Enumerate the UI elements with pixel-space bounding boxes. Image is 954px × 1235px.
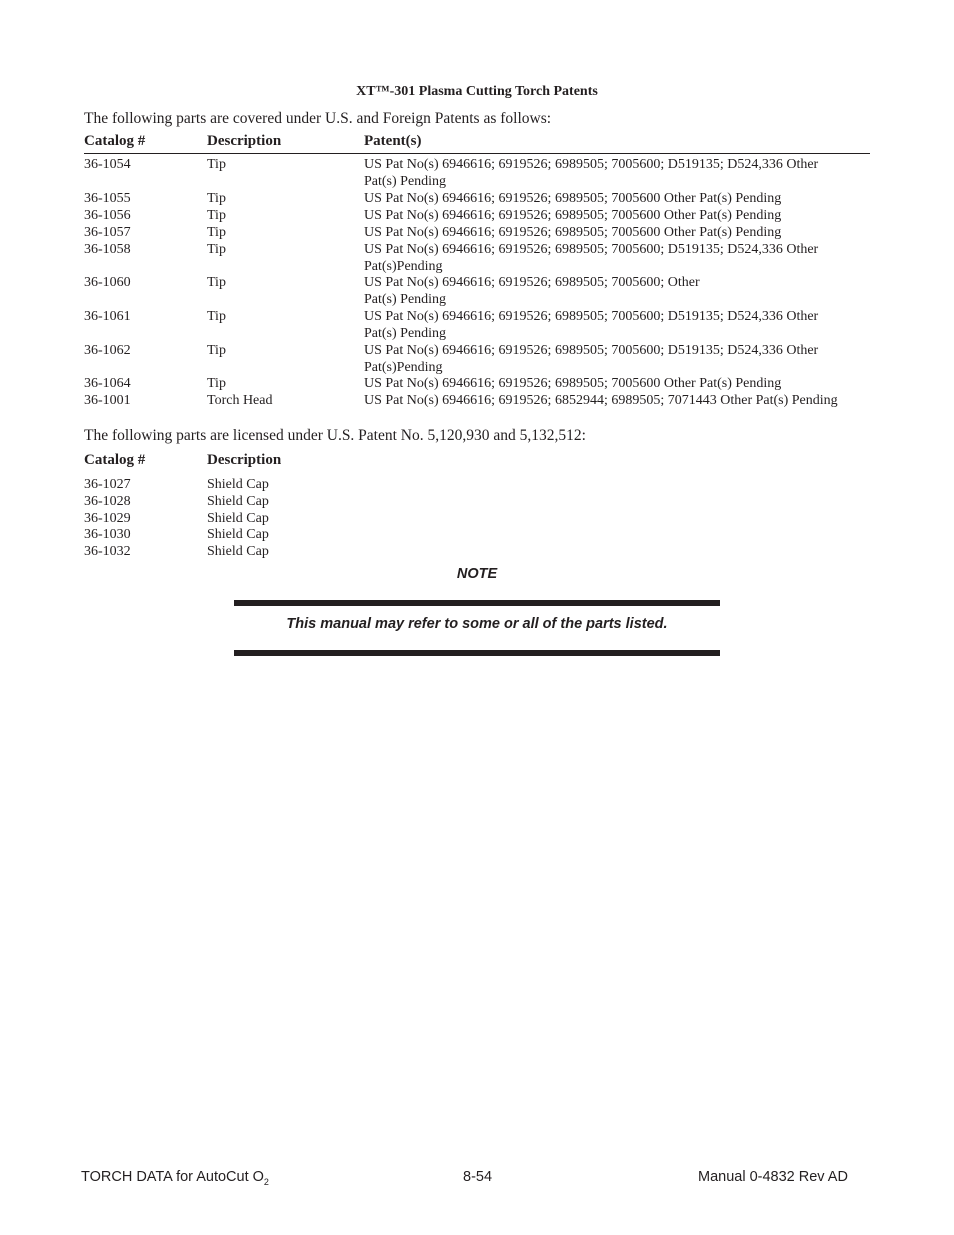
- catalog-number: 36-1061: [84, 309, 131, 324]
- catalog-number: 36-1028: [84, 493, 131, 509]
- catalog-number: 36-1058: [84, 242, 131, 257]
- patents-header-patents: Patent(s): [364, 133, 422, 149]
- catalog-number: 36-1060: [84, 275, 131, 290]
- patent-numbers: [364, 393, 864, 410]
- patent-numbers: [364, 208, 864, 225]
- part-description: Shield Cap: [207, 527, 269, 543]
- catalog-number: 36-1064: [84, 376, 131, 391]
- patent-line: US Pat No(s) 6946616; 6919526; 6989505; 7005600; D519135; D524,336 Other: [364, 157, 819, 172]
- part-description: Torch Head: [207, 393, 273, 408]
- part-description: Tip: [207, 309, 226, 324]
- patent-line: US Pat No(s) 6946616; 6919526; 6989505; 7005600; Other: [364, 275, 700, 290]
- note-rule-top: [234, 600, 720, 606]
- catalog-number: 36-1027: [84, 477, 131, 492]
- part-description: Tip: [207, 157, 226, 172]
- note-label: NOTE: [456, 566, 498, 582]
- patent-numbers: [364, 157, 864, 191]
- patent-numbers: [364, 343, 864, 377]
- patent-line: US Pat No(s) 6946616; 6919526; 6989505; 7005600 Other Pat(s) Pending: [364, 225, 782, 240]
- catalog-number: 36-1057: [84, 225, 131, 240]
- patent-numbers: [364, 376, 864, 393]
- patent-numbers: [364, 309, 864, 343]
- patent-numbers: [364, 242, 864, 276]
- catalog-number: 36-1030: [84, 527, 131, 543]
- catalog-number: 36-1055: [84, 191, 131, 206]
- page-title: XT™-301 Plasma Cutting Torch Patents: [356, 84, 598, 99]
- catalog-number: 36-1054: [84, 157, 131, 172]
- patents-header-description: Description: [207, 133, 282, 149]
- patents-header-rule: [84, 153, 870, 154]
- patent-line: US Pat No(s) 6946616; 6919526; 6989505; 7005600 Other Pat(s) Pending: [364, 208, 782, 223]
- part-description: Tip: [207, 376, 226, 391]
- note-text: This manual may refer to some or all of the parts listed.: [286, 616, 668, 632]
- catalog-number: 36-1062: [84, 343, 131, 358]
- catalog-number: 36-1029: [84, 510, 131, 526]
- patent-numbers: [364, 275, 864, 309]
- catalog-number: 36-1032: [84, 544, 131, 560]
- part-description: Tip: [207, 343, 226, 358]
- part-description: Tip: [207, 225, 226, 240]
- part-description: Shield Cap: [207, 493, 269, 509]
- note-rule-bottom: [234, 650, 720, 656]
- part-description: Tip: [207, 191, 226, 206]
- part-description: Tip: [207, 208, 226, 223]
- patent-line: US Pat No(s) 6946616; 6919526; 6989505; 7005600 Other Pat(s) Pending: [364, 191, 782, 206]
- catalog-number: 36-1056: [84, 208, 131, 223]
- patent-line-continued: Pat(s) Pending: [364, 173, 447, 189]
- part-description: Tip: [207, 275, 226, 290]
- patent-line: US Pat No(s) 6946616; 6919526; 6989505; 7005600 Other Pat(s) Pending: [364, 376, 782, 391]
- footer-title-text: TORCH DATA for AutoCut O: [81, 1169, 264, 1185]
- catalog-number: 36-1001: [84, 393, 131, 408]
- footer-page-number: 8-54: [463, 1169, 493, 1185]
- part-description: Shield Cap: [207, 477, 269, 492]
- patent-line: US Pat No(s) 6946616; 6919526; 6989505; 7005600; D519135; D524,336 Other: [364, 242, 819, 257]
- licensed-header-description: Description: [207, 452, 282, 468]
- footer-title-subscript: 2: [263, 1177, 269, 1187]
- footer-manual-number: Manual 0-4832 Rev AD: [698, 1169, 848, 1185]
- patents-header-catalog: Catalog #: [84, 133, 146, 149]
- patent-line-continued: Pat(s) Pending: [364, 291, 447, 307]
- part-description: Tip: [207, 242, 226, 257]
- licensed-header-catalog: Catalog #: [84, 452, 146, 468]
- patent-numbers: [364, 191, 864, 208]
- part-description: Shield Cap: [207, 544, 269, 560]
- patent-line: US Pat No(s) 6946616; 6919526; 6989505; 7005600; D519135; D524,336 Other: [364, 309, 819, 324]
- patents-intro: The following parts are covered under U.S. and Foreign Patents as follows:: [84, 110, 552, 127]
- patent-line-continued: Pat(s)Pending: [364, 359, 443, 375]
- licensed-intro: The following parts are licensed under U.S. Patent No. 5,120,930 and 5,132,512:: [84, 427, 586, 444]
- footer-title: [81, 1169, 269, 1187]
- part-description: Shield Cap: [207, 510, 269, 526]
- patent-line: US Pat No(s) 6946616; 6919526; 6989505; 7005600; D519135; D524,336 Other: [364, 343, 819, 358]
- patent-line: US Pat No(s) 6946616; 6919526; 6852944; 6989505; 7071443 Other Pat(s) Pending: [364, 393, 838, 408]
- patent-line-continued: Pat(s)Pending: [364, 258, 443, 274]
- patent-numbers: [364, 225, 864, 242]
- patent-line-continued: Pat(s) Pending: [364, 325, 447, 341]
